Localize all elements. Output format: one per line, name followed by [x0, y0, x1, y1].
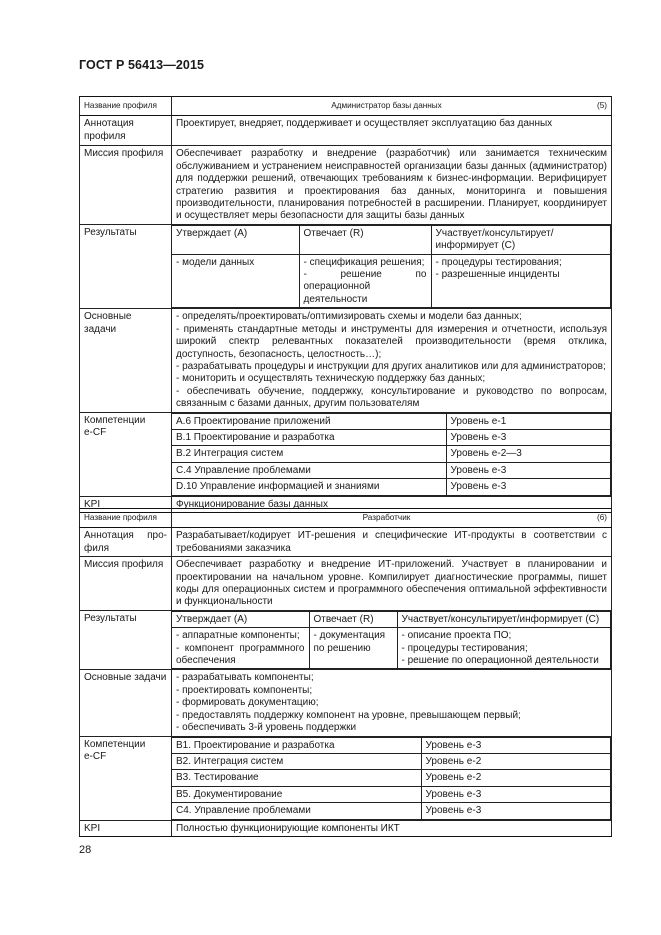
- results-responsible-item: - документация по решению: [313, 630, 386, 654]
- results-approves-item: - аппаратные компоненты;: [176, 630, 300, 642]
- results-consults-item: - процедуры тестирования;: [435, 256, 562, 268]
- competence-row: [172, 479, 611, 495]
- annotation-label: Аннотация: [84, 530, 134, 542]
- results-values-row: [172, 254, 611, 308]
- competences-label: Компетенции: [84, 414, 146, 426]
- competence-name: B2. Интеграция систем: [172, 753, 421, 769]
- competence-row: [172, 446, 611, 462]
- kpi-label: KPI: [80, 496, 172, 512]
- mission-text: Обеспечивает разработку и внедрение (разработчик) или занимается техническим обслуживанием и устранением неисправностей организации базы данных (администратор) для поддержки решений, отвечающих требованиям к бизнес-информации. Верифицирует стратегию развития и проектирования баз данных, мониторинга и повышения производительности, планирования потребностей в расширении. Планирует, координирует и осуществляет меры безопасности для защиты базы данных: [172, 146, 612, 224]
- tasks-row: Основные задачи - определять/проектировать/оптимизировать схемы и модели баз данных; - применять стандартные методы и инструменты для измерения и отчетности, используя широкий спектр релевантных показателей производительности (время отклика, доступность, безопасность, целостность…); - разрабатывать процедуры и инструкции для других аналитиков или для администраторов; - мониторить и осуществлять техническую поддержку баз данных; - обеспечивать обучение, поддержку, консультирование и руководство по вопросам, связанным с базами данных, другим пользователям: [80, 309, 612, 412]
- competence-name: B.2 Интеграция систем: [172, 446, 446, 462]
- page-number: 28: [79, 844, 92, 856]
- results-values-row: [172, 628, 611, 669]
- results-approves-item: - компонент программного обеспечения: [176, 642, 305, 667]
- competence-name: B.1 Проектирование и разработка: [172, 429, 446, 445]
- competence-level: Уровень е-3: [446, 429, 611, 445]
- results-table: [172, 225, 611, 308]
- profile-name-label: Название профиля: [80, 97, 172, 116]
- results-label: Результаты: [80, 610, 172, 670]
- task-item: - обеспечивать обучение, поддержку, консультирование и руководство по вопросам, связанным с базами данных, другим пользователям: [176, 385, 607, 410]
- annotation-text: Проектирует, внедряет, поддерживает и осуществляет эксплуатацию баз данных: [172, 116, 612, 146]
- task-item: - мониторить и осуществлять техническую поддержку баз данных;: [176, 373, 486, 385]
- task-item: - проектировать компоненты;: [176, 684, 313, 696]
- competence-level: Уровень е-2: [421, 770, 611, 786]
- competence-row: [172, 429, 611, 445]
- competences-label: Компетенции: [84, 738, 146, 750]
- competence-name: B5. Документирование: [172, 786, 421, 802]
- profile-table-database-administrator: [79, 96, 612, 513]
- profile-title: Администратор базы данных: [331, 101, 442, 110]
- competence-row: [172, 770, 611, 786]
- results-header-consults: Участвует/консультирует/информирует (C): [431, 225, 611, 254]
- competence-row: [172, 413, 611, 429]
- competence-row: [172, 462, 611, 478]
- task-item: - предоставлять поддержку компонент на уровне, превышающем первый;: [176, 709, 521, 721]
- profile-header-row: [80, 97, 612, 116]
- annotation-text: Разрабатывает/кодирует ИТ-решения и специфические ИТ-продукты в соответствии с требованиями заказчика: [172, 528, 612, 557]
- competence-level: Уровень е-3: [446, 462, 611, 478]
- results-table: [172, 611, 611, 670]
- annotation-row: Аннотация профиля Проектирует, внедряет, поддерживает и осуществляет эксплуатацию баз данных: [80, 116, 612, 146]
- results-row: [80, 224, 612, 308]
- competence-level: Уровень е-3: [421, 737, 611, 753]
- competence-level: Уровень е-2—3: [446, 446, 611, 462]
- profile-header-row: [80, 509, 612, 528]
- results-consults-item: - описание проекта ПО;: [401, 630, 512, 642]
- profile-table-developer: [79, 508, 612, 837]
- results-header-approves: Утверждает (A): [172, 611, 309, 627]
- competence-level: Уровень е-3: [446, 479, 611, 495]
- results-label: Результаты: [80, 224, 172, 308]
- kpi-text: Полностью функционирующие компоненты ИКТ: [172, 820, 612, 836]
- mission-label: Миссия профиля: [80, 557, 172, 611]
- competence-row: [172, 786, 611, 802]
- profile-number: (6): [596, 513, 607, 522]
- profile-title: Разработчик: [362, 513, 411, 522]
- results-header-approves: Утверждает (A): [172, 225, 299, 254]
- results-row: [80, 610, 612, 670]
- results-header-responsible: Отвечает (R): [299, 225, 431, 254]
- results-consults-item: - решение по операционной деятельности: [401, 655, 599, 667]
- mission-text: Обеспечивает разработку и внедрение ИТ-приложений. Участвует в планировании и проектировании на начальном уровне. Компилирует диагностические программы, пишет коды для операционных систем и программного обеспечения оптимальной эффективности и функциональности: [172, 557, 612, 611]
- results-header-row: [172, 225, 611, 254]
- competence-name: B1. Проектирование и разработка: [172, 737, 421, 753]
- competence-name: C4. Управление проблемами: [172, 803, 421, 819]
- competence-row: [172, 737, 611, 753]
- mission-label: Миссия профиля: [80, 146, 172, 224]
- results-header-consults: Участвует/консультирует/информирует (C): [397, 611, 611, 627]
- profile-number: (5): [596, 101, 607, 110]
- competences-row: Компетенции e-CF B1. Проектирование и разработка Уровень е-3 B2. Интеграция систем Уровень е-2 B3. Тестирование Уровень е-2 B5. Документирование Уровень е-3 C4. Управление проблемами Уровень е-3: [80, 736, 612, 820]
- profile-name-label: Название профиля: [80, 509, 172, 528]
- competence-row: [172, 803, 611, 819]
- competence-level: Уровень е-3: [421, 803, 611, 819]
- results-responsible-item: - решение по операционной деятельности: [303, 269, 427, 305]
- task-item: - формировать документацию;: [176, 697, 319, 709]
- results-header-row: [172, 611, 611, 627]
- kpi-text: Функционирование базы данных: [172, 496, 612, 512]
- competence-level: Уровень е-3: [421, 786, 611, 802]
- competences-row: Компетенции e-CF A.6 Проектирование приложений Уровень е-1 B.1 Проектирование и разработка Уровень е-3 B.2 Интеграция систем Уровень е-2—3 C.4 Управление проблемами Уровень е-3 D.10 Управление информацией и знаниями Уровень е-3: [80, 412, 612, 496]
- results-approves-item: - модели данных: [176, 256, 255, 268]
- results-responsible-item: - спецификация решения;: [303, 256, 425, 268]
- kpi-row: [80, 820, 612, 836]
- competence-name: D.10 Управление информацией и знаниями: [172, 479, 446, 495]
- tasks-row: [80, 670, 612, 736]
- task-item: - разрабатывать процедуры и инструкции для других аналитиков или для администраторов;: [176, 360, 606, 372]
- kpi-label: KPI: [80, 820, 172, 836]
- competence-name: C.4 Управление проблемами: [172, 462, 446, 478]
- competence-level: Уровень е-2: [421, 753, 611, 769]
- results-header-responsible: Отвечает (R): [309, 611, 397, 627]
- competence-name: A.6 Проектирование приложений: [172, 413, 446, 429]
- mission-row: [80, 146, 612, 224]
- results-consults-item: - разрешенные инциденты: [435, 269, 560, 281]
- competences-table: [172, 737, 611, 820]
- annotation-row: Аннотация про- филя Разрабатывает/кодирует ИТ-решения и специфические ИТ-продукты в соответствии с требованиями заказчика: [80, 528, 612, 557]
- competence-name: B3. Тестирование: [172, 770, 421, 786]
- tasks-label: Основные: [84, 311, 132, 323]
- mission-row: [80, 557, 612, 611]
- tasks-label: Основные задачи: [80, 670, 172, 736]
- competence-row: [172, 753, 611, 769]
- task-item: - применять стандартные методы и инструменты для измерения и отчетности, используя широкий спектр релевантных показателей производительности (время отклика, доступность, безопасность, целостность…);: [176, 323, 607, 360]
- competence-level: Уровень е-1: [446, 413, 611, 429]
- document-code: ГОСТ Р 56413—2015: [79, 58, 205, 72]
- task-item: - обеспечивать 3-й уровень поддержки: [176, 722, 357, 734]
- results-consults-item: - процедуры тестирования;: [401, 642, 528, 654]
- annotation-label: Аннотация: [84, 118, 134, 130]
- task-item: - разрабатывать компоненты;: [176, 672, 314, 684]
- task-item: - определять/проектировать/оптимизировать схемы и модели баз данных;: [176, 311, 522, 323]
- competences-table: [172, 413, 611, 496]
